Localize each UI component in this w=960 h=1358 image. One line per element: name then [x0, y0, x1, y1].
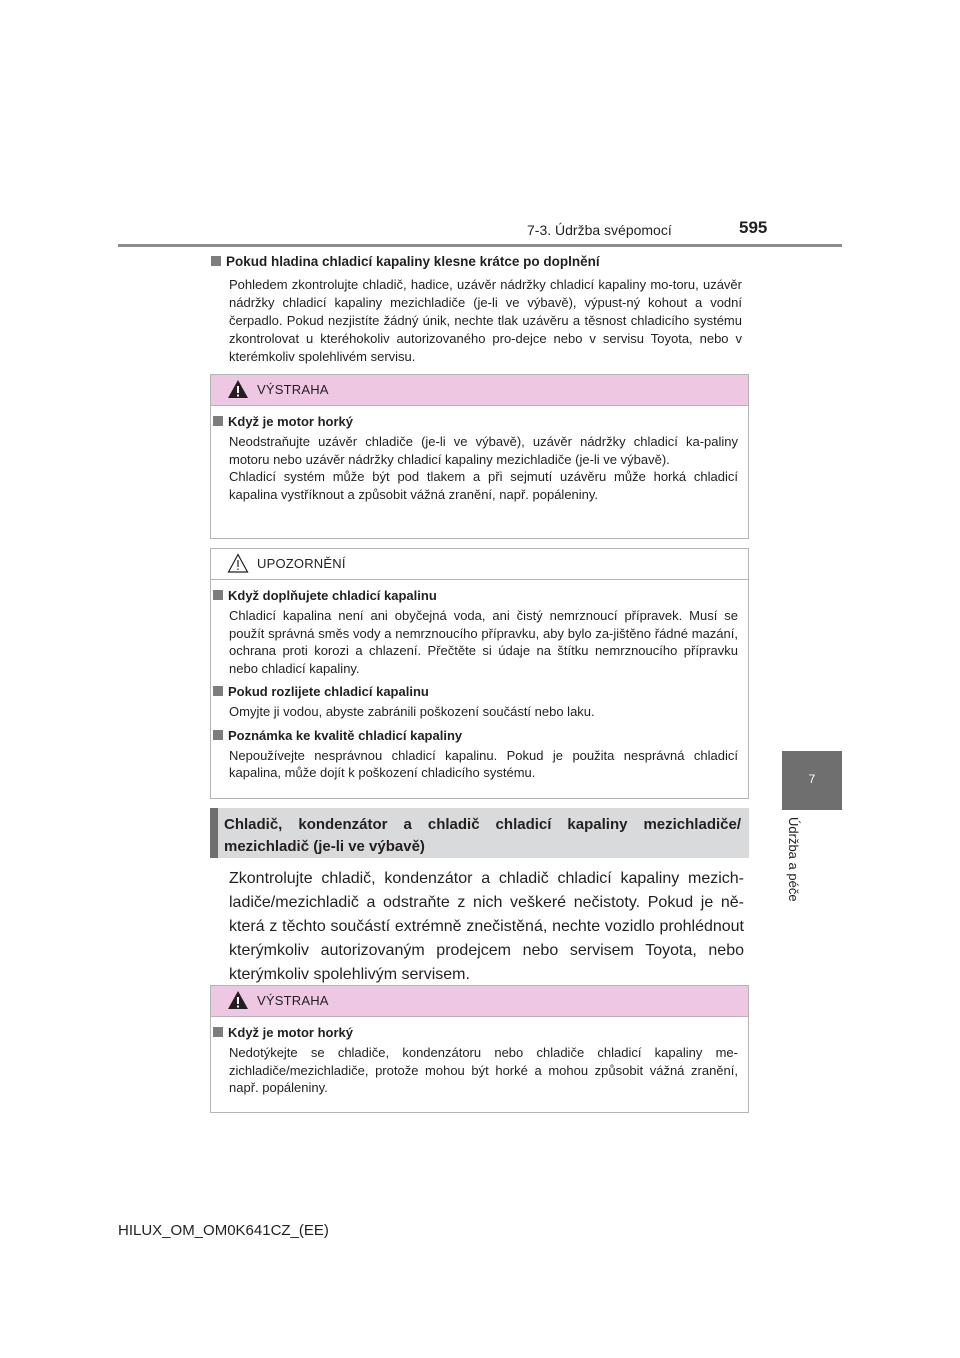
warning-box [210, 985, 749, 1113]
caution-item-heading-text: Pokud rozlijete chladicí kapalinu [228, 684, 429, 699]
intro-heading-text: Pokud hladina chladicí kapaliny klesne krátce po doplnění [226, 254, 600, 269]
warning-item-heading-text: Když je motor horký [228, 1025, 353, 1040]
caution-box [210, 548, 749, 799]
intro-heading [211, 254, 600, 269]
intro-paragraph: Pohledem zkontrolujte chladič, hadice, uzávěr nádržky chladicí kapaliny mo-toru, uzávěr nádržky chladicí kapaliny mezichladiče (je-li ve výbavě), výpust-ný kohout a vodní čerpadlo. Pokud nezjistíte žádný únik, nechte tlak uzávěru a těsnost chladicího systému zkontrolovat u kteréhokoliv autorizovaného pro-dejce nebo v servisu Toyota, nebo v kterémkoliv spolehlivém servisu. [229, 277, 742, 364]
warning-triangle-icon [227, 379, 249, 399]
warning-item-heading-text: Když je motor horký [228, 414, 353, 429]
square-bullet-icon [211, 256, 221, 266]
section-heading: Chladič, kondenzátor a chladič chladicí kapaliny mezichladiče/ mezichladič (je-li ve výbavě) [210, 808, 749, 858]
caution-item-heading-text: Poznámka ke kvalitě chladicí kapaliny [228, 727, 463, 743]
square-bullet-icon [213, 686, 223, 696]
warning-box-header [211, 986, 748, 1017]
caution-triangle-icon [227, 553, 249, 573]
caution-item-text: Omyjte ji vodou, abyste zabránili poškození součástí nebo laku. [229, 704, 595, 719]
caution-item-heading [213, 727, 738, 745]
square-bullet-icon [213, 730, 223, 740]
square-bullet-icon [213, 590, 223, 600]
square-bullet-icon [213, 416, 223, 426]
caution-item-heading-text: Když doplňujete chladicí kapalinu [228, 588, 437, 603]
warning-item-heading [213, 1024, 738, 1042]
chapter-title: Údržba a péče [786, 817, 801, 902]
section-paragraph: Zkontrolujte chladič, kondenzátor a chladič chladicí kapaliny mezich-ladiče/mezichladič a odstraňte z nich veškeré nečistoty. Pokud je ně-která z těchto součástí extrémně znečistěná, nechte vozidlo prohlédnout kterýmkoliv autorizovaným prodejcem nebo servisem Toyota, nebo kterýmkoliv spolehlivým servisem. [229, 870, 744, 983]
warning-item-text: Nedotýkejte se chladiče, kondenzátoru nebo chladiče chladicí kapaliny me-zichladiče/mezichladiče, protože mohou být horké a mohou způsobit vážná zranění, např. popáleniny. [229, 1045, 738, 1095]
running-header-section: 7-3. Údržba svépomocí [527, 222, 672, 238]
caution-item-heading [213, 683, 738, 701]
square-bullet-icon [213, 1027, 223, 1037]
page-number: 595 [739, 218, 768, 237]
header-divider [118, 244, 842, 247]
warning-label: VÝSTRAHA [257, 993, 329, 1008]
caution-item-text: Nepoužívejte nesprávnou chladicí kapalinu. Pokud je použita nesprávná chladicí kapalina, může dojít k poškození chladicího systému. [229, 747, 738, 780]
warning-box [210, 374, 749, 539]
caution-box-header [211, 549, 748, 580]
warning-triangle-icon [227, 990, 249, 1010]
warning-box-header [211, 375, 748, 406]
caution-item-text: Chladicí kapalina není ani obyčejná voda, ani čistý nemrznoucí přípravek. Musí se použít správná směs vody a nemrznoucího přípravku, aby bylo za-jištěno řádné mazání, ochrana proti korozi a chlazení. Přečtěte si údaje na štítku nemrznoucího přípravku nebo chladicí kapaliny. [229, 608, 738, 676]
chapter-tab [782, 751, 842, 810]
caution-box-body [211, 580, 748, 798]
warning-label: VÝSTRAHA [257, 382, 329, 397]
warning-item-heading [213, 413, 738, 431]
caution-label: UPOZORNĚNÍ [257, 556, 346, 571]
warning-item-text-2: Chladicí systém může být pod tlakem a při sejmutí uzávěru může horká chladicí kapalina vystříknout a způsobit vážná zranění, např. popáleniny. [229, 469, 738, 502]
document-code: HILUX_OM_OM0K641CZ_(EE) [118, 1222, 329, 1239]
warning-box-body [211, 1017, 748, 1113]
warning-box-body [211, 406, 748, 519]
caution-item-heading [213, 587, 738, 605]
warning-item-text: Neodstraňujte uzávěr chladiče (je-li ve výbavě), uzávěr nádržky chladicí ka-paliny motoru nebo uzávěr nádržky chladicí kapaliny mezichladiče (je-li ve výbavě). [229, 434, 738, 467]
chapter-number: 7 [808, 772, 816, 786]
